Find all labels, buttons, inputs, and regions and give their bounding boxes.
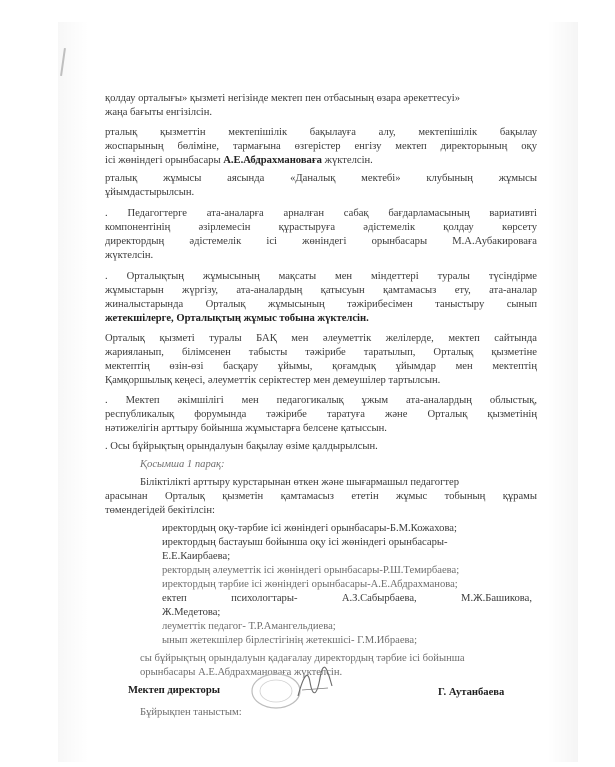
signature-icon <box>292 666 338 706</box>
text-line: . Орталықтың жұмысының мақсаты мен міндеттері туралы түсіндірме <box>105 271 537 282</box>
text-line: қолдау орталығы» қызметі негізінде мектеп пен отбасының өзара әрекеттесуі» <box>105 93 461 104</box>
text-line: рталық қызметтін мектепішілік бақылауға алу, мектепішілік бақылау <box>105 127 537 138</box>
list-item: ектеп психологтары- А.З.Сабырбаева, М.Ж.Башикова, <box>162 593 532 604</box>
text-line: сы бұйрықтың орындалуын қадағалау директордың тәрбие ісі бойынша <box>140 653 465 664</box>
text-fragment: жүктелсін. <box>324 155 373 166</box>
text-line: . Мектеп әкімшілігі мен педагогикалық ұжым ата-аналардың облыстық, <box>105 395 537 406</box>
list-item: иректордың тәрбие ісі жөніндегі орынбасары-А.Е.Абдрахманова; <box>162 579 458 590</box>
list-item: ректордың әлеуметтік ісі жөніндегі орынбасары-Р.Ш.Темирбаева; <box>162 565 460 576</box>
signature-name: Г. Аутанбаева <box>438 687 505 698</box>
list-item: Е.Е.Каирбаева; <box>162 551 231 562</box>
text-fragment: ісі жөніндегі орынбасары <box>105 155 221 166</box>
text-line: Қамқоршылық кеңесі, әлеуметтік серіктестер мен демеушілер тартылсын. <box>105 375 441 386</box>
text-line: Біліктілікті арттыру курстарынан өткен және шығармашыл педагогтер <box>140 477 460 488</box>
text-line <box>105 312 369 325</box>
text-line: мектептің өзін-өзі басқару ұйымы, қоғамдық ұйымдар мен мектептің <box>105 361 537 372</box>
text-line: рталық жұмысы аясында «Даналық мектебі» клубының жұмысы <box>105 173 537 184</box>
text-line: Орталық қызметі туралы БАҚ мен әлеуметтік желілерде, мектеп сайтында <box>105 333 537 344</box>
text-line: жұмыстарын жүргізу, ата-аналардың қатысуын қамтамасыз ету, ата-аналар <box>105 285 537 296</box>
text-line: . Педагогтерге ата-аналарға арналған сабақ бағдарламасының вариативті <box>105 208 537 219</box>
list-item: иректордың бастауыш бойынша оқу ісі жөніндегі орынбасары- <box>162 537 448 548</box>
list-item: иректордың оқу-тәрбие ісі жөніндегі орынбасары-Б.М.Кожахова; <box>162 523 457 534</box>
bold-name: А.Е.Абдрахмановаға <box>223 155 322 166</box>
text-line: орынбасары А.Е.Абдрахмановаға жүктелсін. <box>140 667 343 678</box>
acknowledged-label: Бұйрықпен таныстым: <box>140 707 242 718</box>
bold-line: жетекшілерге, Орталықтың жұмыс тобына жүктелсін. <box>105 313 369 324</box>
text-line: ұйымдастырылсын. <box>105 187 195 198</box>
text-line: нәтижелігін арттыру бойынша жұмыстарға белсене қатыссын. <box>105 423 387 434</box>
appendix-heading: Қосымша 1 парақ: <box>140 459 225 470</box>
text-line: республикалық форумында тәжірибе таратуға және Орталық қызметінің <box>105 409 537 420</box>
text-line <box>105 154 373 167</box>
text-line: . Осы бұйрықтың орындалуын бақылау өзіме қалдырылсын. <box>105 441 378 452</box>
list-item: леуметтік педагог- Т.Р.Амангельдиева; <box>162 621 336 632</box>
text-line: төмендегідей бекітілсін: <box>105 505 215 516</box>
text-line: жүктелсін. <box>105 250 154 261</box>
list-item: ынып жетекшілер бірлестігінің жетекшісі- Г.М.Ибраева; <box>162 635 418 646</box>
text-line: арасынан Орталық қызметін қамтамасыз ететін жұмыс тобының құрамы <box>105 491 537 502</box>
list-item: Ж.Медетова; <box>162 607 221 618</box>
text-line: жиналыстарында Орталық жұмысының тәжірибесімен таныстыру сынып <box>105 299 537 310</box>
text-line: жоспарының бөліміне, тармағына өзгерістер енгізу мектеп директорының оқу <box>105 141 537 152</box>
signature-title: Мектеп директоры <box>128 685 221 696</box>
text-line: жаңа бағыты енгізілсін. <box>105 107 213 118</box>
text-line: жарияланып, білімсенен табысты тәжірибе таратылып, Орталық қызметіне <box>105 347 537 358</box>
text-line: директордың әдістемелік ісі жөніндегі орынбасары М.А.Аубакироваға <box>105 236 537 247</box>
text-line: компонентінің әзірлемесін құрастыруға әдістемелік қолдау көрсету <box>105 222 537 233</box>
